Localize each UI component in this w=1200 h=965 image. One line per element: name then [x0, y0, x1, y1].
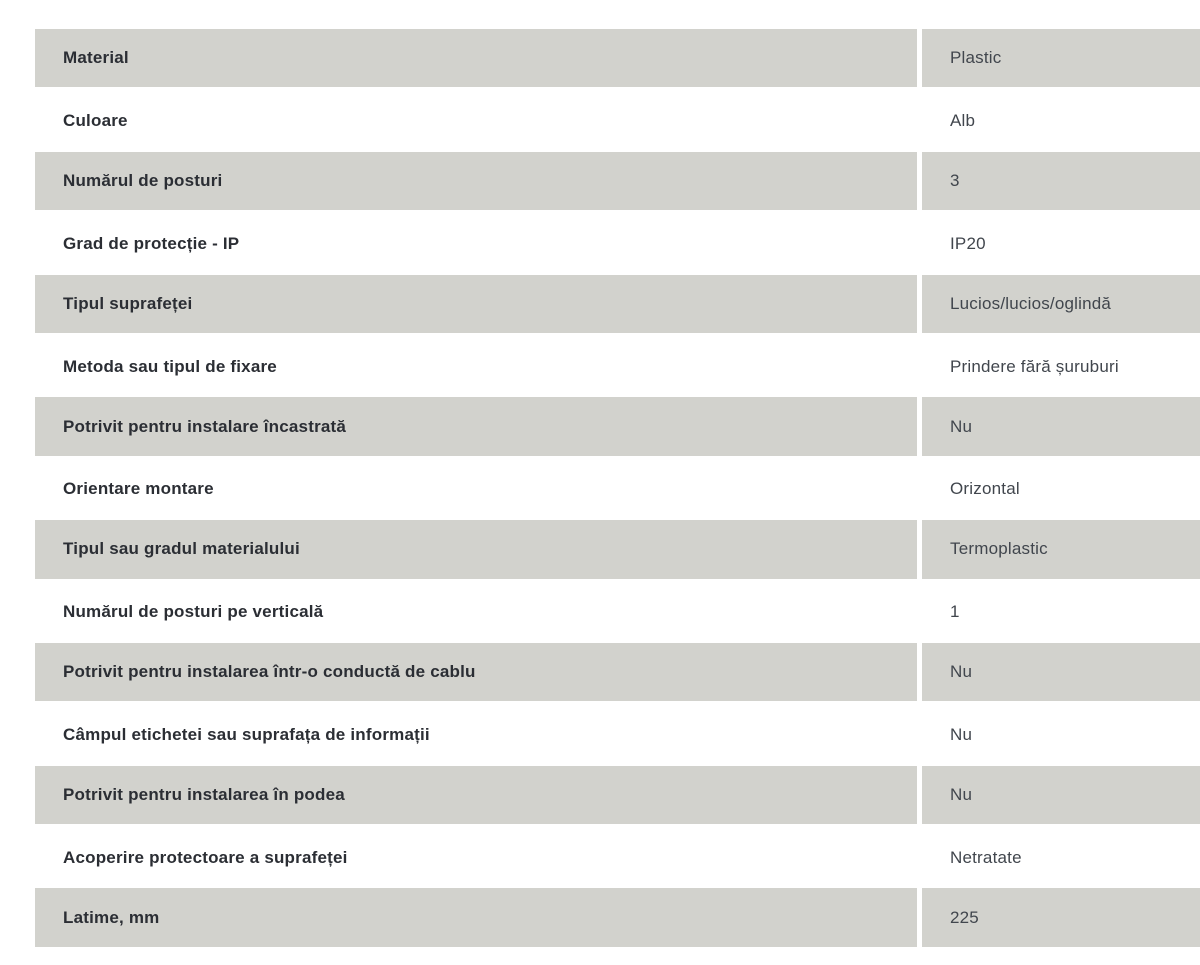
- spec-row-latime: [35, 888, 1200, 949]
- spec-row-campul-etichetei: [35, 704, 1200, 765]
- spec-value: 1: [950, 602, 960, 622]
- spec-label: Potrivit pentru instalarea în podea: [35, 766, 917, 824]
- spec-label: Metoda sau tipul de fixare: [63, 356, 277, 376]
- spec-label: Tipul suprafeței: [35, 275, 917, 333]
- spec-row-acoperire-protectoare: [35, 827, 1200, 888]
- spec-label: Potrivit pentru instalare încastrată: [35, 397, 917, 455]
- spec-value: IP20: [950, 233, 986, 253]
- spec-value: Nu: [922, 766, 1200, 824]
- spec-label: Numărul de posturi: [35, 152, 917, 210]
- spec-row-instalare-incastrata: [35, 397, 1200, 458]
- spec-value: Nu: [922, 397, 1200, 455]
- spec-label: Orientare montare: [63, 479, 214, 499]
- spec-label: Material: [35, 29, 917, 87]
- spec-value: Nu: [950, 724, 973, 744]
- spec-value: Plastic: [922, 29, 1200, 87]
- spec-row-culoare: [35, 90, 1200, 151]
- spec-row-grad-de-protectie: [35, 213, 1200, 274]
- spec-row-tipul-suprafetei: [35, 275, 1200, 336]
- spec-value: 3: [922, 152, 1200, 210]
- spec-label: Numărul de posturi pe verticală: [63, 602, 324, 622]
- spec-row-material: [35, 29, 1200, 90]
- spec-label: Potrivit pentru instalarea într-o conductă de cablu: [35, 643, 917, 701]
- spec-label: Culoare: [63, 111, 128, 131]
- spec-row-orientare-montare: [35, 459, 1200, 520]
- spec-value: Orizontal: [950, 479, 1020, 499]
- spec-label: Latime, mm: [35, 888, 917, 946]
- spec-value: Prindere fără șuruburi: [950, 356, 1119, 376]
- spec-value: 225: [922, 888, 1200, 946]
- spec-value: Netratate: [950, 847, 1022, 867]
- spec-value: Lucios/lucios/oglindă: [922, 275, 1200, 333]
- product-specs-table: [35, 29, 1200, 950]
- spec-value: Alb: [950, 111, 976, 131]
- spec-row-instalare-podea: [35, 766, 1200, 827]
- spec-row-metoda-fixare: [35, 336, 1200, 397]
- spec-label: Grad de protecție - IP: [63, 233, 240, 253]
- spec-row-conducta-cablu: [35, 643, 1200, 704]
- spec-label: Tipul sau gradul materialului: [35, 520, 917, 578]
- spec-label: Acoperire protectoare a suprafeței: [63, 847, 348, 867]
- spec-value: Termoplastic: [922, 520, 1200, 578]
- spec-row-posturi-verticala: [35, 582, 1200, 643]
- spec-value: Nu: [922, 643, 1200, 701]
- spec-row-gradul-materialului: [35, 520, 1200, 581]
- spec-row-numarul-de-posturi: [35, 152, 1200, 213]
- spec-label: Câmpul etichetei sau suprafața de informații: [63, 724, 430, 744]
